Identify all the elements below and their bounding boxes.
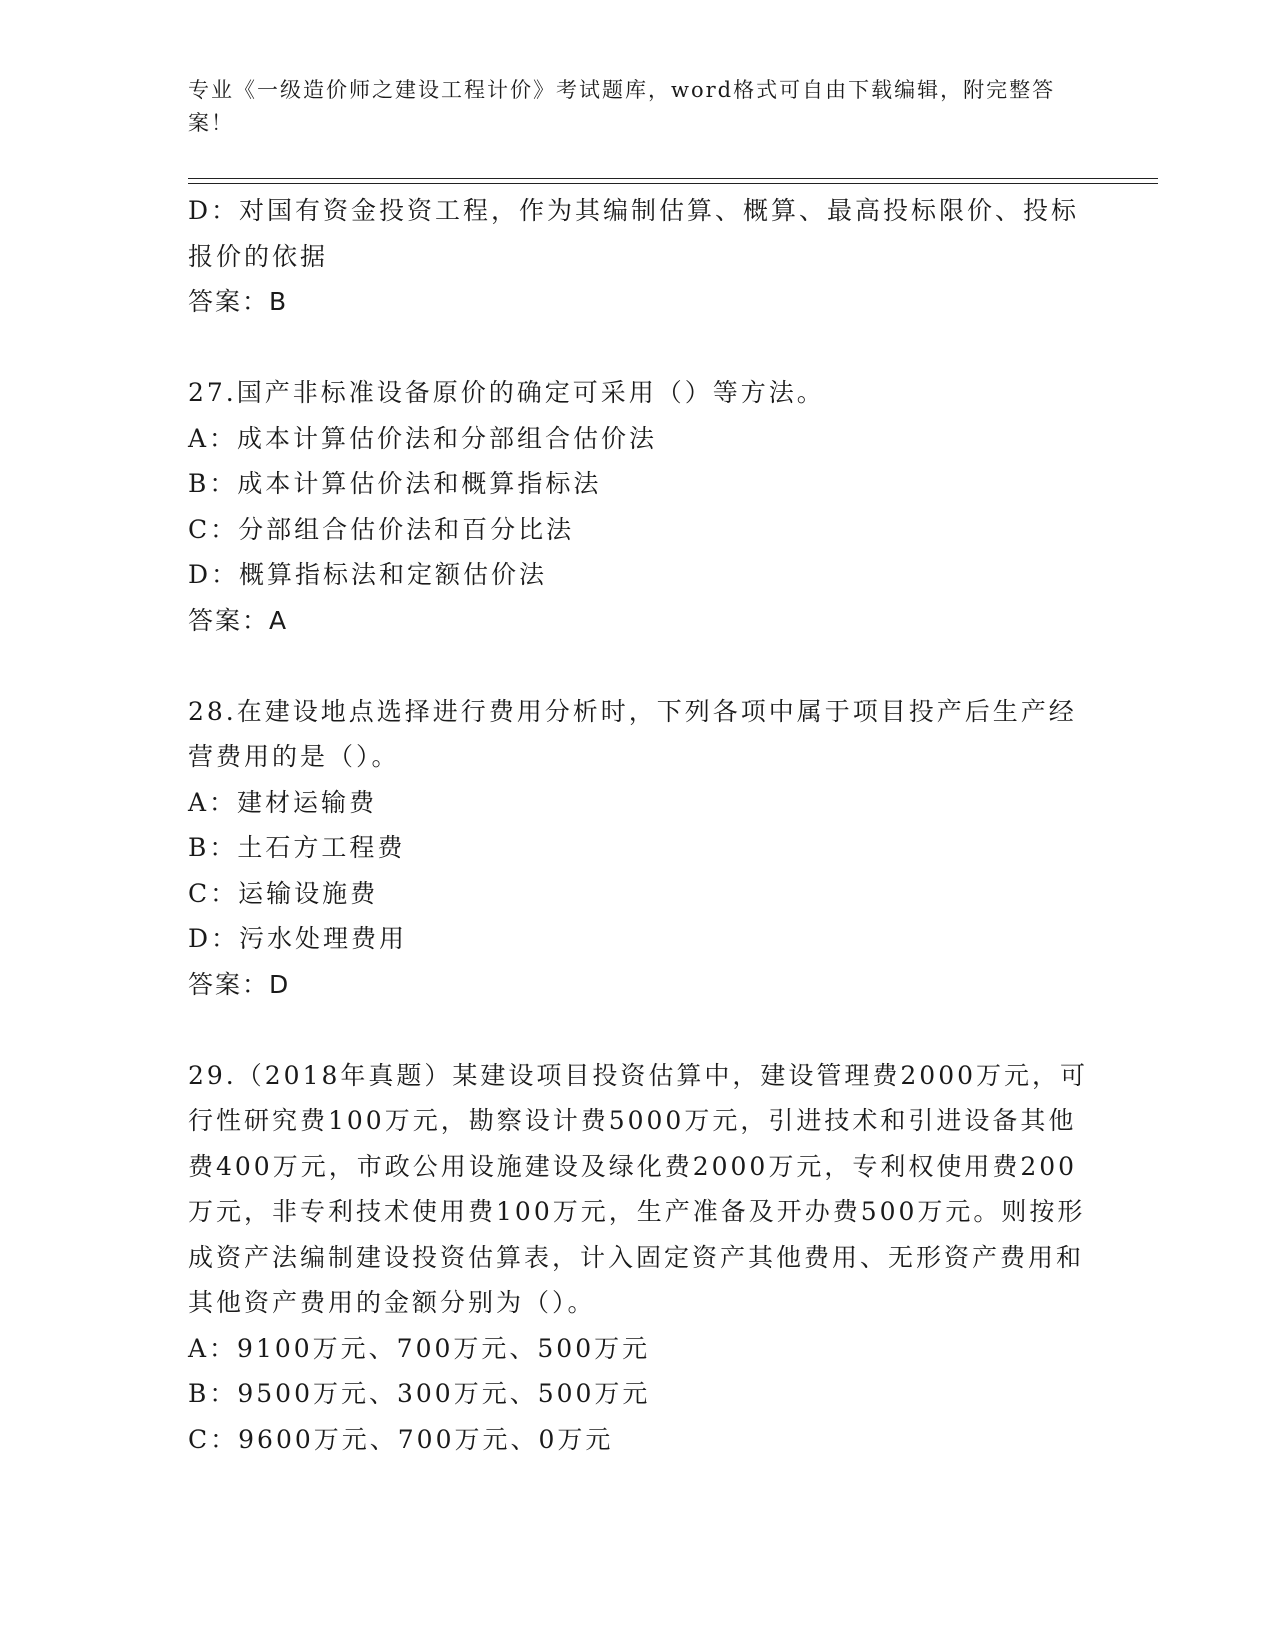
- question-28: [188, 689, 1088, 1008]
- option-b: B：成本计算估价法和概算指标法: [188, 469, 602, 498]
- option-c: C：运输设施费: [188, 878, 379, 908]
- header-divider-bottom: [188, 183, 1158, 184]
- option-d: D：对国有资金投资工程，作为其编制估算、概算、最高投标限价、投标报价的依据: [188, 196, 1080, 271]
- option-b: B：9500万元、300万元、500万元: [188, 1379, 651, 1408]
- question-29: [188, 1053, 1088, 1463]
- option-c: C：分部组合估价法和百分比法: [188, 514, 575, 544]
- option-d: D：概算指标法和定额估价法: [188, 560, 548, 589]
- document-body: [188, 188, 1088, 1462]
- answer-line: 答案：D: [188, 969, 291, 999]
- spacer: [188, 644, 1088, 689]
- question-27: [188, 370, 1088, 644]
- spacer: [188, 1008, 1088, 1053]
- document-header-note: 专业《一级造价师之建设工程计价》考试题库，word格式可自由下载编辑，附完整答案！: [188, 78, 1056, 135]
- option-d: D：污水处理费用: [188, 924, 408, 953]
- option-b: B：土石方工程费: [188, 833, 406, 862]
- spacer: [188, 325, 1088, 370]
- question-stem: 28.在建设地点选择进行费用分析时，下列各项中属于项目投产后生产经营费用的是（）。: [188, 696, 1077, 771]
- question-stem: 29.（2018年真题）某建设项目投资估算中，建设管理费2000万元，可行性研究费100万元，勘察设计费5000万元，引进技术和引进设备其他费400万元，市政公用设施建设及绿化费2000万元，专利权使用费200万元，非专利技术使用费100万元，生产准备及开办费500万元。则按形成资产法编制建设投资估算表，计入固定资产其他费用、无形资产费用和其他资产费用的金额分别为（）。: [188, 1060, 1089, 1317]
- header-divider-top: [188, 178, 1158, 179]
- option-a: A：9100万元、700万元、500万元: [188, 1333, 651, 1363]
- question-stem: 27.国产非标准设备原价的确定可采用（）等方法。: [188, 378, 825, 407]
- option-a: A：成本计算估价法和分部组合估价法: [188, 423, 658, 453]
- option-c: C：9600万元、700万元、0万元: [188, 1424, 614, 1454]
- previous-question-tail: [188, 188, 1088, 325]
- option-a: A：建材运输费: [188, 787, 378, 817]
- answer-line: 答案：B: [188, 287, 289, 316]
- answer-line: 答案：A: [188, 605, 289, 635]
